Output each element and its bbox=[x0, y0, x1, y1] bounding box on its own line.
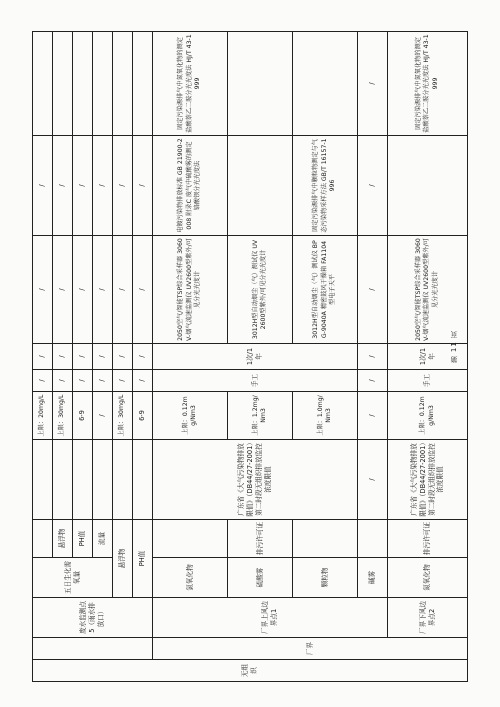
limit-cell: 上限：1.2mg/Nm3 bbox=[228, 392, 293, 440]
cell bbox=[53, 32, 73, 136]
limit-cell: / bbox=[93, 392, 113, 440]
limit-cell: 上限：1.0mg/Nm3 bbox=[293, 392, 358, 440]
cell bbox=[33, 440, 53, 520]
equipment-cell: 3012H型自动烟尘（气）测试仪 BPG-9040A 精密鼓风干燥箱 FA1104型电子天平 bbox=[293, 236, 358, 344]
group-cell: 无组织 bbox=[33, 660, 468, 682]
site-cell: 废水监测点5（雨水排放口） bbox=[33, 598, 153, 638]
site-cell: 厂界上风边界点1 bbox=[153, 598, 388, 638]
permit-cell: 排污许可证 bbox=[228, 520, 293, 558]
page-number: 第 11 页 bbox=[450, 330, 458, 364]
cell: 流量 bbox=[93, 520, 113, 558]
monitoring-table bbox=[32, 31, 468, 682]
parent-item-cell: 五日生化需氧量 bbox=[33, 558, 113, 598]
table-row bbox=[33, 32, 53, 682]
table-row bbox=[153, 32, 228, 682]
cell: / bbox=[33, 370, 53, 392]
cell bbox=[73, 440, 93, 520]
analysis-cell: 固定污染源排气中氮氧化物的测定 盐酸萘乙二胺分光光度法 HJ/T 43-1999 bbox=[388, 32, 468, 136]
limit-cell: 上限：0.12mg/Nm3 bbox=[153, 392, 228, 440]
cell: / bbox=[53, 236, 73, 344]
cell: / bbox=[113, 344, 133, 370]
rotated-table-wrapper bbox=[32, 32, 467, 682]
cell bbox=[113, 32, 133, 136]
limit-cell: 6-9 bbox=[73, 392, 93, 440]
item-cell: 碱雾 bbox=[358, 558, 388, 598]
cell: / bbox=[73, 236, 93, 344]
cell: PH值 bbox=[73, 520, 93, 558]
cell: / bbox=[358, 344, 388, 370]
cell: / bbox=[358, 236, 388, 344]
cell: / bbox=[73, 370, 93, 392]
cell: / bbox=[73, 136, 93, 236]
analysis-cell: 电镀污染物排放标准 GB 21900-2008 附录C 废气中硫酸雾的测定 铬酸钡分光光度法 bbox=[153, 136, 228, 236]
cell bbox=[228, 32, 293, 136]
cell: / bbox=[53, 136, 73, 236]
cell bbox=[133, 32, 153, 136]
area-cell: 厂界 bbox=[153, 638, 468, 660]
table-row bbox=[358, 32, 388, 682]
cell: / bbox=[33, 344, 53, 370]
limit-cell: 6-9 bbox=[133, 392, 153, 440]
cell: / bbox=[53, 344, 73, 370]
cell bbox=[33, 520, 53, 558]
cell bbox=[293, 32, 358, 136]
limit-cell: 上限：0.12mg/Nm3 bbox=[388, 392, 468, 440]
equipment-cell: 2050空气/智能TSP综合采样器 3060V-烟气流速监测仪 UV2600型紫外/可见分光光度计 bbox=[153, 236, 228, 344]
cell: / bbox=[358, 392, 388, 440]
analysis-cell: 固定污染源排气中氮氧化物的测定 盐酸萘乙二胺分光光度法 HJ/T 43-1999 bbox=[153, 32, 228, 136]
item-cell: 悬浮物 bbox=[113, 520, 133, 598]
item-cell: 氮氧化物 bbox=[388, 558, 468, 598]
cell: / bbox=[93, 370, 113, 392]
cell bbox=[73, 32, 93, 136]
cell: / bbox=[113, 136, 133, 236]
cell: / bbox=[113, 236, 133, 344]
table-row bbox=[113, 32, 133, 682]
item-cell: 氯氧化物 bbox=[153, 558, 228, 598]
cell: / bbox=[113, 370, 133, 392]
cell: / bbox=[93, 344, 113, 370]
method-cell: 手工 bbox=[388, 370, 468, 392]
limit-cell: 上限：30mg/L bbox=[53, 392, 73, 440]
analysis-cell: 固定污染源排气中颗粒物测定与气态污染物采样方法 GB/T 16157-1996 bbox=[293, 136, 358, 236]
cell: 悬浮物 bbox=[53, 520, 73, 558]
cell bbox=[33, 638, 153, 660]
cell: / bbox=[133, 344, 153, 370]
cell bbox=[93, 440, 113, 520]
item-cell: PH值 bbox=[133, 520, 153, 598]
cell: / bbox=[93, 136, 113, 236]
frequency-cell: 1次/1年 bbox=[388, 344, 468, 370]
cell bbox=[53, 440, 73, 520]
table-row bbox=[133, 32, 153, 682]
standard-cell: 广东省《大气污染物排放限值》（DB44/27-2001）第二时段无组织排放监控浓度限值 bbox=[388, 440, 468, 520]
cell: / bbox=[33, 236, 53, 344]
cell: / bbox=[358, 32, 388, 136]
cell: / bbox=[93, 236, 113, 344]
item-cell: 硫酸雾 bbox=[228, 558, 293, 598]
limit-cell: 上限：20mg/L bbox=[33, 392, 53, 440]
cell: / bbox=[73, 344, 93, 370]
cell bbox=[388, 136, 468, 236]
cell bbox=[133, 440, 153, 520]
cell: / bbox=[133, 236, 153, 344]
cell: / bbox=[133, 136, 153, 236]
equipment-cell: 2050空气/智能TSP综合采样器 3060V-烟气流速监测仪 UV2600型紫外/可见分光光度计 bbox=[388, 236, 468, 344]
standard-cell: 广东省《大气污染物排放限值》（DB44/27-2001）第二时段无组织排放监控浓度限值 bbox=[153, 440, 358, 520]
method-cell: 手工 bbox=[153, 370, 358, 392]
cell bbox=[153, 520, 228, 558]
cell bbox=[293, 520, 358, 558]
cell: / bbox=[33, 136, 53, 236]
equipment-cell: 3012H型自动烟尘（气）测试仪 UV2600型紫外/可见分光光度计 bbox=[228, 236, 293, 344]
cell: / bbox=[358, 370, 388, 392]
limit-cell: 上限：30mg/L bbox=[113, 392, 133, 440]
cell bbox=[93, 32, 113, 136]
cell bbox=[113, 440, 133, 520]
cell: / bbox=[133, 370, 153, 392]
cell bbox=[33, 32, 53, 136]
site-cell: 厂界下风边界点2 bbox=[388, 598, 468, 638]
cell bbox=[358, 520, 388, 558]
frequency-cell: 1次/1年 bbox=[153, 344, 358, 370]
cell: / bbox=[358, 440, 388, 520]
cell bbox=[228, 136, 293, 236]
item-cell: 颗粒物 bbox=[293, 558, 358, 598]
cell: / bbox=[358, 136, 388, 236]
permit-cell: 排污许可证 bbox=[388, 520, 468, 558]
cell: / bbox=[53, 370, 73, 392]
